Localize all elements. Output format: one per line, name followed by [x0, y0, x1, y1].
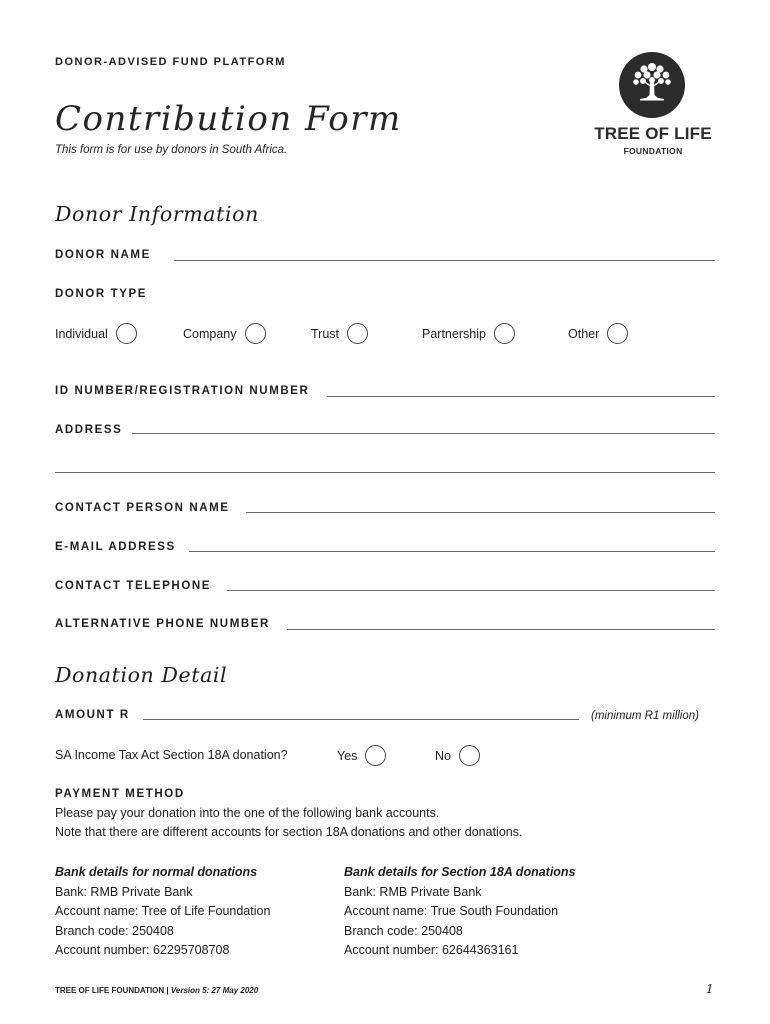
email-field[interactable]: [189, 551, 715, 552]
bank-18a-branch: Branch code: 250408: [344, 923, 463, 938]
footer-org: TREE OF LIFE FOUNDATION |: [55, 986, 169, 995]
radio-trust[interactable]: [347, 323, 368, 344]
radio-company[interactable]: [245, 323, 266, 344]
payment-instruction-2: Note that there are different accounts for section 18A donations and other donations.: [55, 825, 523, 839]
radio-label: Trust: [311, 326, 340, 341]
bank-18a-account-name: Account name: True South Foundation: [344, 904, 559, 918]
alt-phone-label: ALTERNATIVE PHONE NUMBER: [55, 618, 270, 630]
radio-partnership[interactable]: [494, 323, 515, 344]
page-title: Contribution Form: [55, 99, 402, 139]
bank-normal-account-number: Account number: 62295708708: [55, 943, 230, 957]
bank-normal-branch: Branch code: 250408: [55, 923, 174, 938]
radio-yes[interactable]: [365, 745, 386, 766]
platform-label: DONOR-ADVISED FUND PLATFORM: [55, 56, 286, 68]
donor-name-label: DONOR NAME: [55, 249, 151, 261]
radio-other[interactable]: [607, 323, 628, 344]
address-label: ADDRESS: [55, 424, 123, 436]
amount-label: AMOUNT R: [55, 709, 130, 721]
contact-person-label: CONTACT PERSON NAME: [55, 502, 230, 514]
radio-individual[interactable]: [116, 323, 137, 344]
radio-label: No: [435, 748, 451, 763]
donor-info-heading: Donor Information: [55, 202, 259, 226]
address-field-line-2[interactable]: [55, 472, 715, 473]
radio-no[interactable]: [459, 745, 480, 766]
donor-type-partnership[interactable]: [422, 323, 515, 344]
bank-normal-bank: Bank: RMB Private Bank: [55, 884, 193, 899]
bank-normal-account-name: Account name: Tree of Life Foundation: [55, 904, 271, 918]
donation-detail-heading: Donation Detail: [55, 663, 228, 687]
contact-person-field[interactable]: [246, 512, 715, 513]
section18a-question: SA Income Tax Act Section 18A donation?: [55, 748, 288, 762]
bank-details-18a: [344, 863, 576, 961]
telephone-label: CONTACT TELEPHONE: [55, 580, 212, 592]
radio-label: Yes: [337, 748, 358, 763]
bank-normal-title: Bank details for normal donations: [55, 865, 258, 879]
donor-type-individual[interactable]: [55, 323, 137, 344]
section18a-no[interactable]: [435, 745, 480, 766]
tree-icon: [619, 52, 685, 118]
id-number-label: ID NUMBER/REGISTRATION NUMBER: [55, 385, 310, 397]
logo: [590, 52, 716, 162]
amount-field[interactable]: [143, 719, 579, 720]
alt-phone-field[interactable]: [287, 629, 715, 630]
radio-label: Individual: [55, 326, 108, 341]
donor-type-other[interactable]: [568, 323, 628, 344]
donor-name-field[interactable]: [174, 260, 715, 261]
bank-details-normal: [55, 863, 270, 961]
logo-tagline: FOUNDATION: [623, 146, 683, 156]
amount-note: (minimum R1 million): [591, 710, 699, 722]
bank-18a-bank: Bank: RMB Private Bank: [344, 884, 482, 899]
logo-name: TREE OF LIFE: [594, 124, 712, 143]
id-number-field[interactable]: [327, 396, 715, 397]
payment-instruction-1: Please pay your donation into the one of the following bank accounts.: [55, 806, 440, 820]
radio-label: Partnership: [422, 326, 486, 341]
bank-18a-title: Bank details for Section 18A donations: [344, 865, 576, 879]
donor-type-label: DONOR TYPE: [55, 288, 148, 300]
section18a-yes[interactable]: [337, 745, 386, 766]
donor-type-trust[interactable]: [311, 323, 368, 344]
page-subtitle: This form is for use by donors in South Africa.: [55, 144, 288, 156]
radio-label: Company: [183, 326, 237, 341]
telephone-field[interactable]: [227, 590, 715, 591]
bank-18a-account-number: Account number: 62644363161: [344, 943, 519, 957]
radio-label: Other: [568, 326, 600, 341]
address-field-line-1[interactable]: [132, 433, 715, 434]
footer: [55, 986, 258, 995]
footer-version: Version 5: 27 May 2020: [170, 986, 259, 995]
page-number: 1: [706, 982, 714, 996]
donor-type-company[interactable]: [183, 323, 266, 344]
payment-method-label: PAYMENT METHOD: [55, 788, 185, 800]
email-label: E-MAIL ADDRESS: [55, 541, 176, 553]
